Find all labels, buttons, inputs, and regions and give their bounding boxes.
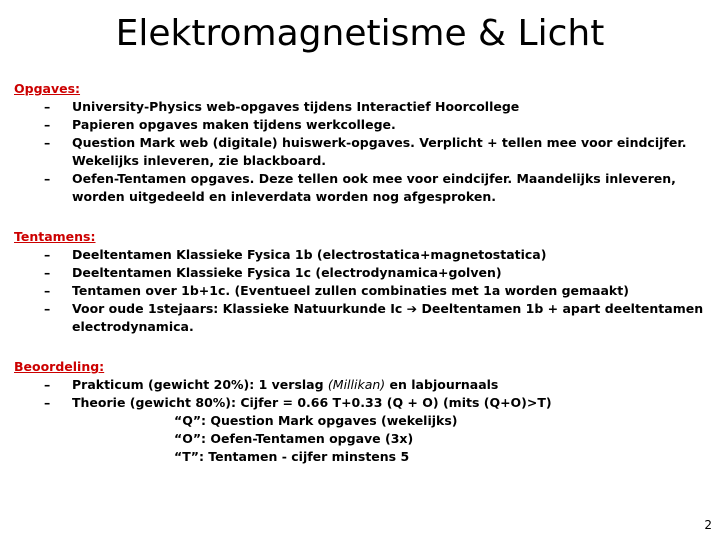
list-item-text: Voor oude 1stejaars: Klassieke Natuurkunde Ic (72, 301, 403, 316)
list-item: – Deeltentamen Klassieke Fysica 1b (electrostatica+magnetostatica) (44, 247, 547, 262)
list-item-text: Prakticum (gewicht 20%): 1 verslag (72, 377, 324, 392)
opgaves-heading: Opgaves: (14, 81, 81, 96)
list-item-text: Oefen-Tentamen opgaves. Deze tellen ook mee voor eindcijfer. Maandelijks inleveren, worden uitgedeeld en inleverdata worden nog afgesproken. (72, 171, 676, 204)
list-item: – Theorie (gewicht 80%): Cijfer = 0.66 T+0.33 (Q + O) (mits (Q+O)>T) (44, 395, 552, 410)
list-item: – University-Physics web-opgaves tijdens Interactief Hoorcollege (44, 99, 520, 114)
section-beoordeling (14, 358, 714, 466)
list-item: – Oefen-Tentamen opgaves. Deze tellen ook mee voor eindcijfer. Maandelijks inleveren, worden uitgedeeld en inleverdata worden nog afgesproken. (44, 171, 676, 204)
list-item-text: Deeltentamen Klassieke Fysica 1c (electrodynamica+golven) (72, 265, 502, 280)
list-item-text: Papieren opgaves maken tijdens werkcollege. (72, 117, 396, 132)
list-item: – Voor oude 1stejaars: Klassieke Natuurkunde Ic ➔ Deeltentamen 1b + apart deeltentamen electrodynamica. (44, 301, 704, 334)
list-item-italic-text: (Millikan) (327, 377, 386, 392)
arrow-right-icon: ➔ (406, 301, 418, 316)
section-opgaves (14, 80, 714, 206)
page-number: 2 (704, 518, 712, 532)
list-item-text: Question Mark web (digitale) huiswerk-opgaves. Verplicht + tellen mee voor eindcijfer. Wekelijks inleveren, zie blackboard. (72, 135, 687, 168)
list-item: – Deeltentamen Klassieke Fysica 1c (electrodynamica+golven) (44, 265, 502, 280)
list-item-text: en labjournaals (389, 377, 499, 392)
slide-title: Elektromagnetisme & Licht (115, 13, 605, 54)
list-item: – Tentamen over 1b+1c. (Eventueel zullen combinaties met 1a worden gemaakt) (44, 283, 629, 298)
section-tentamens (14, 228, 714, 336)
tentamens-heading: Tentamens: (14, 229, 96, 244)
list-item-text: Deeltentamen 1b + apart deeltentamen electrodynamica. (72, 301, 704, 334)
list-item-text: Theorie (gewicht 80%): Cijfer = 0.66 T+0.33 (Q + O) (mits (Q+O)>T) (72, 395, 552, 410)
list-item-text: Tentamen over 1b+1c. (Eventueel zullen combinaties met 1a worden gemaakt) (72, 283, 629, 298)
list-item: – Question Mark web (digitale) huiswerk-opgaves. Verplicht + tellen mee voor eindcijfer. Wekelijks inleveren, zie blackboard. (44, 135, 687, 168)
beoordeling-heading: Beoordeling: (14, 359, 105, 374)
list-item-text: Deeltentamen Klassieke Fysica 1b (electrostatica+magnetostatica) (72, 247, 547, 262)
list-item: – Papieren opgaves maken tijdens werkcollege. (44, 117, 396, 132)
definition-line: “Q”: Question Mark opgaves (wekelijks) (174, 413, 458, 428)
list-item: – Prakticum (gewicht 20%): 1 verslag (Millikan) en labjournaals (44, 377, 499, 392)
definition-line: “T”: Tentamen - cijfer minstens 5 (174, 449, 410, 464)
definition-line: “O”: Oefen-Tentamen opgave (3x) (174, 431, 414, 446)
list-item-text: University-Physics web-opgaves tijdens Interactief Hoorcollege (72, 99, 520, 114)
